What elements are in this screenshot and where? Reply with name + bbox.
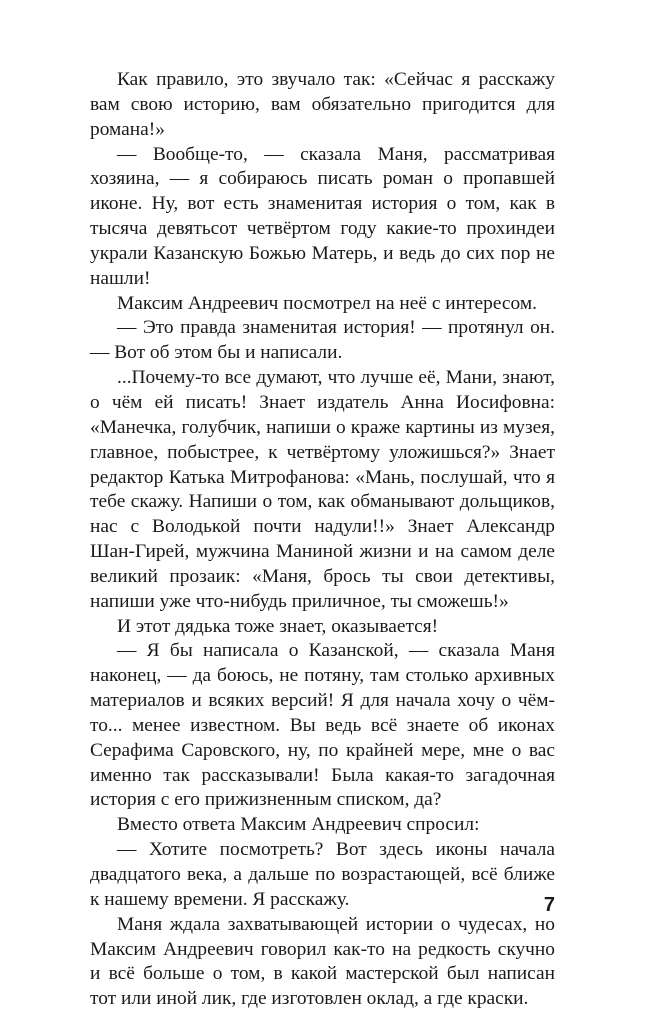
page-number: 7 — [543, 894, 555, 916]
paragraph: — Это правда знаменитая история! — протянул он. — Вот об этом бы и написали. — [90, 317, 555, 364]
paragraph: Как правило, это звучало так: «Сейчас я расскажу вам свою историю, вам обязательно пригодится для романа!» — [90, 69, 555, 140]
paragraph: Максим Андреевич посмотрел на неё с интересом. — [117, 292, 537, 314]
paragraph: — Вообще-то, — сказала Маня, рассматривая хозяина, — я собираюсь писать роман о пропавшей иконе. Ну, вот есть знаменитая история о том, как в тысяча девятьсот четвёртом году какие-то прохиндеи украли Казанскую Божью Матерь, и ведь до сих пор не нашли! — [90, 143, 555, 289]
paragraph: ...Почему-то все думают, что лучше её, Мани, знают, о чём ей писать! Знает издатель Анна Иосифовна: «Манечка, голубчик, напиши о краже картины из музея, главное, побыстрее, к четвёртому уложишься?» Знает редактор Катька Митрофанова: «Мань, послушай, что я тебе скажу. Напиши о том, как обманывают дольщиков, нас с Володькой почти надули!!» Знает Александр Шан-Гирей, мужчина Маниной жизни и на самом деле великий прозаик: «Маня, брось ты свои детективы, напиши уже что-нибудь приличное, ты сможешь!» — [90, 367, 555, 612]
paragraph: И этот дядька тоже знает, оказывается! — [117, 615, 439, 637]
paragraph: — Я бы написала о Казанской, — сказала Маня наконец, — да боюсь, не потяну, там столько архивных материалов и всяких версий! Я для начала хочу о чём-то... менее известном. Вы ведь всё знаете об иконах Серафима Саровского, ну, по крайней мере, мне о вас именно так рассказывали! Была какая-то загадочная история с его прижизненным списком, да? — [90, 640, 555, 811]
paragraph: Маня ждала захватывающей истории о чудесах, но Максим Андреевич говорил как-то на редкость скучно и всё больше о том, в какой мастерской был написан тот или иной лик, где изготовлен оклад, а где краски. — [90, 913, 555, 1010]
book-page-text — [90, 68, 555, 1012]
paragraph: Вместо ответа Максим Андреевич спросил: — [117, 814, 480, 836]
paragraph: — Хотите посмотреть? Вот здесь иконы начала двадцатого века, а дальше по возрастающей, всё ближе к нашему времени. Я расскажу. — [90, 839, 555, 910]
